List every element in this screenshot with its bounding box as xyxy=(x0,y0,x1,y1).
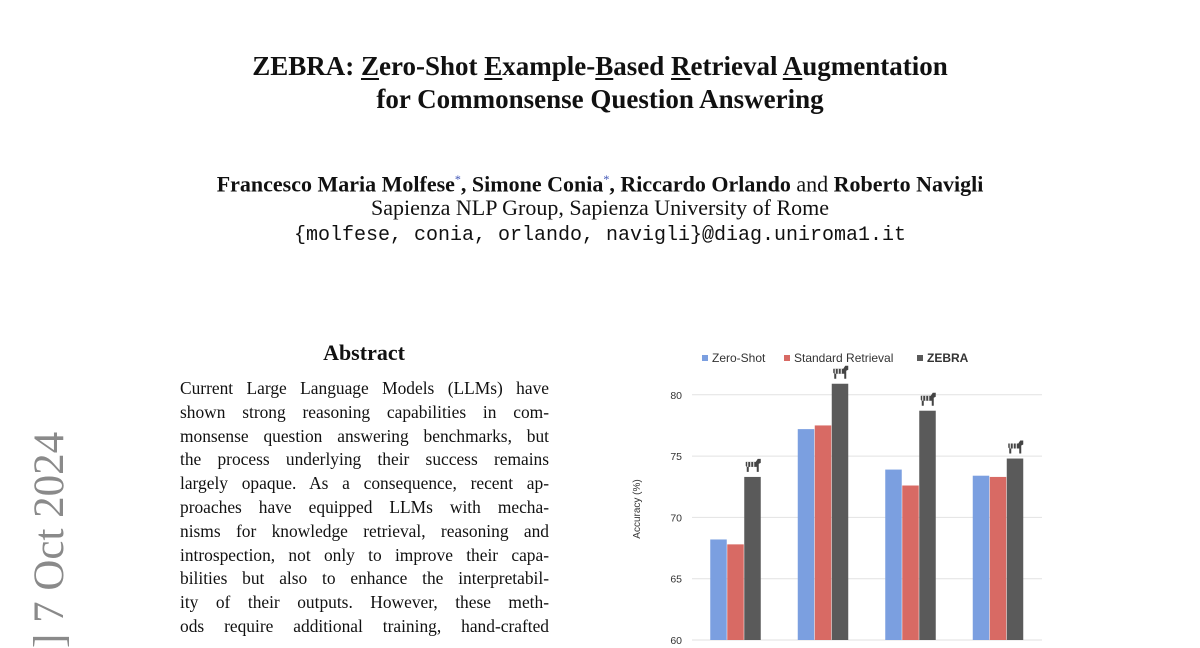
equal-contribution-mark: * xyxy=(603,172,610,186)
bar-zero-shot xyxy=(885,470,902,640)
title-acronym-letter: R xyxy=(671,51,691,81)
abstract-line: shown strong reasoning capabilities in com- xyxy=(180,401,549,422)
abstract-line: nisms for knowledge retrieval, reasoning and xyxy=(180,520,549,541)
title-text: ero-Shot xyxy=(379,51,485,81)
abstract-line: Current Large Language Models (LLMs) have xyxy=(180,378,549,398)
y-tick-label: 80 xyxy=(670,389,682,402)
title-text: ugmentation xyxy=(802,51,948,81)
y-tick-label: 70 xyxy=(670,512,682,525)
bar-zebra xyxy=(744,477,761,640)
author-separator: , xyxy=(460,171,472,197)
bar-standard-retrieval xyxy=(727,544,744,640)
bar-standard-retrieval xyxy=(902,486,919,640)
abstract-line: ods require additional training, hand-crafted xyxy=(180,615,549,636)
arxiv-side-stamp: ] 7 Oct 2024 xyxy=(26,431,73,648)
title-acronym-letter: A xyxy=(782,51,803,81)
title-text: ased xyxy=(613,51,672,81)
legend-swatch xyxy=(917,355,923,361)
author-4: Roberto Navigli xyxy=(833,171,984,197)
title-text: xample- xyxy=(502,51,596,81)
abstract-line: introspection, not only to improve their capa- xyxy=(180,544,549,565)
author-list xyxy=(0,166,1200,197)
y-axis-label: Accuracy (%) xyxy=(632,479,643,539)
title-line-1 xyxy=(0,50,1200,83)
abstract-text xyxy=(180,377,549,639)
bar-standard-retrieval xyxy=(990,477,1007,640)
abstract-line: ity of their outputs. However, these meth- xyxy=(180,592,549,613)
title-acronym-letter: E xyxy=(484,51,503,81)
bar-zero-shot xyxy=(710,539,727,640)
author-1: Francesco Maria Molfese xyxy=(216,171,455,197)
title-text: etrieval xyxy=(690,51,783,81)
zebra-icon xyxy=(746,459,761,472)
bar-standard-retrieval xyxy=(815,425,832,640)
bar-zero-shot xyxy=(798,429,815,640)
zebra-icon xyxy=(833,366,848,379)
zebra-icon xyxy=(1008,441,1023,454)
legend-entry: Standard Retrieval xyxy=(794,351,894,365)
bar-zebra xyxy=(919,411,936,640)
y-tick-label: 65 xyxy=(670,573,682,586)
bar-zero-shot xyxy=(973,476,990,640)
title-line-2: for Commonsense Question Answering xyxy=(376,84,824,114)
legend-swatch xyxy=(702,355,708,361)
bar-zebra xyxy=(1007,459,1024,640)
title-acronym-letter: B xyxy=(595,51,614,81)
bar-zebra xyxy=(832,384,849,640)
author-2: Simone Conia xyxy=(471,171,604,197)
title-text: ZEBRA: xyxy=(252,51,361,81)
affiliation: Sapienza NLP Group, Sapienza University of Rome xyxy=(370,195,830,220)
chart-svg xyxy=(610,340,1060,648)
abstract-line: largely opaque. As a consequence, recent ap- xyxy=(180,473,549,494)
abstract-line: monsense question answering benchmarks, but xyxy=(180,425,549,446)
abstract-heading: Abstract xyxy=(323,340,405,365)
equal-contribution-mark: * xyxy=(454,172,461,186)
author-3: Riccardo Orlando xyxy=(620,171,791,197)
title-acronym-letter: Z xyxy=(360,51,379,81)
abstract-line: the process underlying their success remains xyxy=(180,449,549,470)
legend-entry: ZEBRA xyxy=(927,351,969,365)
y-tick-label: 60 xyxy=(670,635,682,647)
abstract-line: proaches have equipped LLMs with mecha- xyxy=(180,496,549,517)
author-emails: {molfese, conia, orlando, navigli}@diag.uniroma1.it xyxy=(293,224,907,247)
author-and: and xyxy=(790,171,834,197)
abstract-line: bilities but also to enhance the interpretabil- xyxy=(180,568,549,589)
accuracy-bar-chart xyxy=(610,340,1060,648)
paper-title xyxy=(0,50,1200,116)
author-separator: , xyxy=(609,171,621,197)
legend-entry: Zero-Shot xyxy=(712,351,766,365)
legend-swatch xyxy=(784,355,790,361)
y-tick-label: 75 xyxy=(670,451,682,464)
